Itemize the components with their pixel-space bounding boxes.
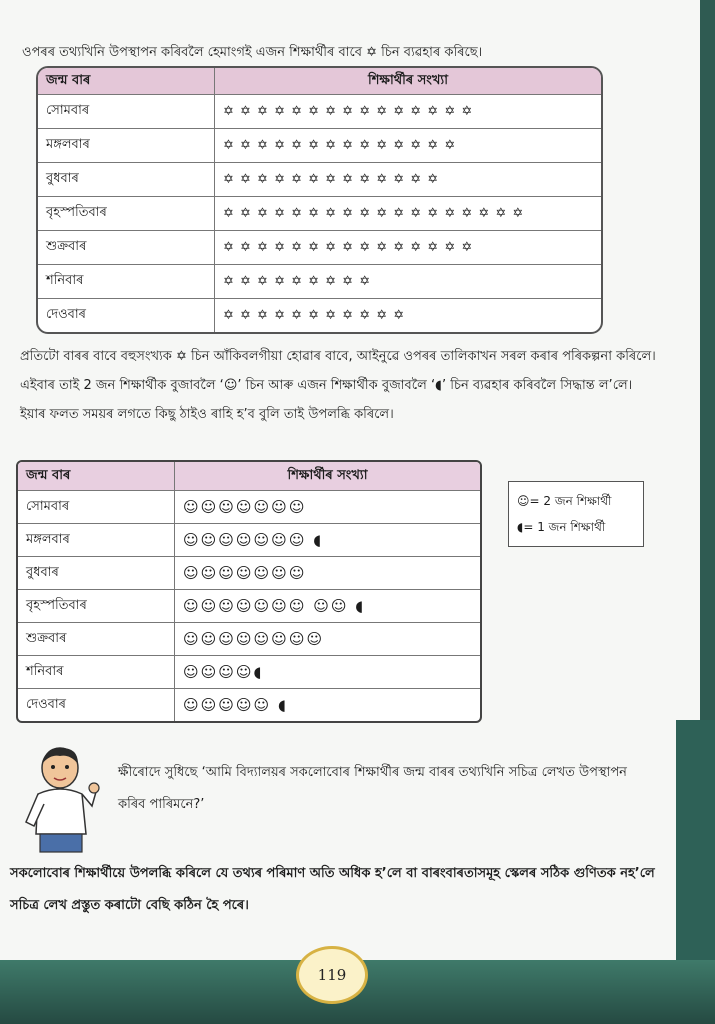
star-symbols: ✡ ✡ ✡ ✡ ✡ ✡ ✡ ✡ ✡ ✡ ✡ ✡ ✡	[215, 163, 601, 197]
day-cell: শনিবাৰ	[18, 656, 175, 689]
smiley-symbols: ☺☺☺☺☺☺☺	[175, 557, 480, 590]
day-cell: দেওবাৰ	[18, 689, 175, 721]
smiley-symbols: ☺☺☺☺☺ ◖	[183, 696, 288, 714]
header-birth-day: জন্ম বাৰ	[38, 68, 215, 95]
table-star-pictograph	[36, 66, 603, 334]
table-row	[38, 129, 601, 163]
star-symbols: ✡ ✡ ✡ ✡ ✡ ✡ ✡ ✡ ✡	[215, 265, 601, 299]
header-student-count: শিক্ষাৰ্থীৰ সংখ্যা	[175, 462, 480, 491]
table-row	[38, 265, 601, 299]
day-cell: মঙ্গলবাৰ	[38, 129, 215, 163]
smiley-symbols: ☺☺☺☺☺☺☺☺	[175, 623, 480, 656]
star-symbols: ✡ ✡ ✡ ✡ ✡ ✡ ✡ ✡ ✡ ✡ ✡ ✡ ✡ ✡	[215, 129, 601, 163]
table-row	[38, 197, 601, 231]
star-symbols: ✡ ✡ ✡ ✡ ✡ ✡ ✡ ✡ ✡ ✡ ✡	[223, 308, 406, 323]
pictograph-key	[508, 481, 644, 547]
table-row	[18, 524, 480, 557]
table-row	[18, 689, 480, 721]
table-row	[38, 299, 601, 332]
day-cell: বুধবাৰ	[18, 557, 175, 590]
table-row	[18, 557, 480, 590]
table-row	[38, 163, 601, 197]
smiley-symbols: ☺☺☺☺☺☺☺	[175, 491, 480, 524]
table-row	[18, 656, 480, 689]
header-birth-day: জন্ম বাৰ	[18, 462, 175, 491]
intro-text: ওপৰৰ তথ্যখিনি উপস্থাপন কৰিবলৈ হেমাংগই এজন শিক্ষাৰ্থীৰ বাবে ✡ চিন ব্যৱহাৰ কৰিছে।	[22, 45, 483, 60]
day-cell: বৃহস্পতিবাৰ	[18, 590, 175, 623]
day-cell: দেওবাৰ	[38, 299, 215, 332]
table-row	[38, 231, 601, 265]
star-symbols: ✡ ✡ ✡ ✡ ✡ ✡ ✡ ✡ ✡ ✡ ✡ ✡ ✡ ✡ ✡	[215, 231, 601, 265]
table-header-row	[38, 68, 601, 95]
table-row	[38, 95, 601, 129]
smiley-symbols: ☺☺☺☺☺☺☺ ◖	[175, 524, 480, 557]
day-cell: শুক্ৰবাৰ	[18, 623, 175, 656]
page-number: 119	[296, 946, 368, 1004]
table-row	[18, 590, 480, 623]
page-edge-decoration	[676, 720, 715, 970]
smiley-symbols: ☺☺☺☺☺☺☺ ☺☺ ◖	[175, 590, 480, 623]
day-cell: সোমবাৰ	[38, 95, 215, 129]
table-row	[18, 623, 480, 656]
key-two-students: ☺= 2 জন শিক্ষাৰ্থী	[517, 494, 612, 508]
conclusion-paragraph: সকলোবোৰ শিক্ষাৰ্থীয়ে উপলব্ধি কৰিলে যে তথ্যৰ পৰিমাণ অতি অধিক হ’লে বা বাৰংবাৰতাসমূহ স্কেলৰ সঠিক গুণিতক নহ’লে সচিত্ৰ লেখ প্ৰস্তুত কৰাটো বেছি কঠিন হৈ পৰে।	[10, 866, 655, 913]
smiley-symbols: ☺☺☺☺◖	[175, 656, 480, 689]
boy-illustration	[20, 742, 102, 854]
speech-text: ক্ষীৰোদে সুধিছে ‘আমি বিদ্যালয়ৰ সকলোবোৰ শিক্ষাৰ্থীৰ জন্ম বাৰৰ তথ্যখিনি সচিত্ৰ লেখত উপস্থাপন কৰিব পাৰিমনে?’	[118, 765, 627, 812]
day-cell: মঙ্গলবাৰ	[18, 524, 175, 557]
day-cell: বৃহস্পতিবাৰ	[38, 197, 215, 231]
day-cell: শুক্ৰবাৰ	[38, 231, 215, 265]
table-smiley-pictograph	[16, 460, 482, 723]
header-student-count: শিক্ষাৰ্থীৰ সংখ্যা	[215, 68, 601, 95]
day-cell: বুধবাৰ	[38, 163, 215, 197]
star-symbols: ✡ ✡ ✡ ✡ ✡ ✡ ✡ ✡ ✡ ✡ ✡ ✡ ✡ ✡ ✡	[215, 95, 601, 129]
table-header-row	[18, 462, 480, 491]
explanation-paragraph: প্ৰতিটো বাৰৰ বাবে বহুসংখ্যক ✡ চিন আঁকিবলগীয়া হোৱাৰ বাবে, আইনুৱে ওপৰৰ তালিকাখন সৰল কৰাৰ পৰিকল্পনা কৰিলে। এইবাৰ তাই 2 জন শিক্ষাৰ্থীক বুজাবলৈ ‘☺’ চিন আৰু এজন শিক্ষাৰ্থীক বুজাবলৈ ‘◖’ চিন ব্যৱহাৰ কৰিবলৈ সিদ্ধান্ত ল’লে। ইয়াৰ ফলত সময়ৰ লগতে কিছু ঠাইও ৰাহি হ’ব বুলি তাই উপলব্ধি কৰিলে।	[20, 349, 656, 422]
table-row	[18, 491, 480, 524]
day-cell: সোমবাৰ	[18, 491, 175, 524]
day-cell: শনিবাৰ	[38, 265, 215, 299]
star-symbols: ✡ ✡ ✡ ✡ ✡ ✡ ✡ ✡ ✡ ✡ ✡ ✡ ✡ ✡ ✡ ✡ ✡ ✡	[215, 197, 601, 231]
key-one-student: ◖= 1 জন শিক্ষাৰ্থী	[517, 520, 606, 534]
